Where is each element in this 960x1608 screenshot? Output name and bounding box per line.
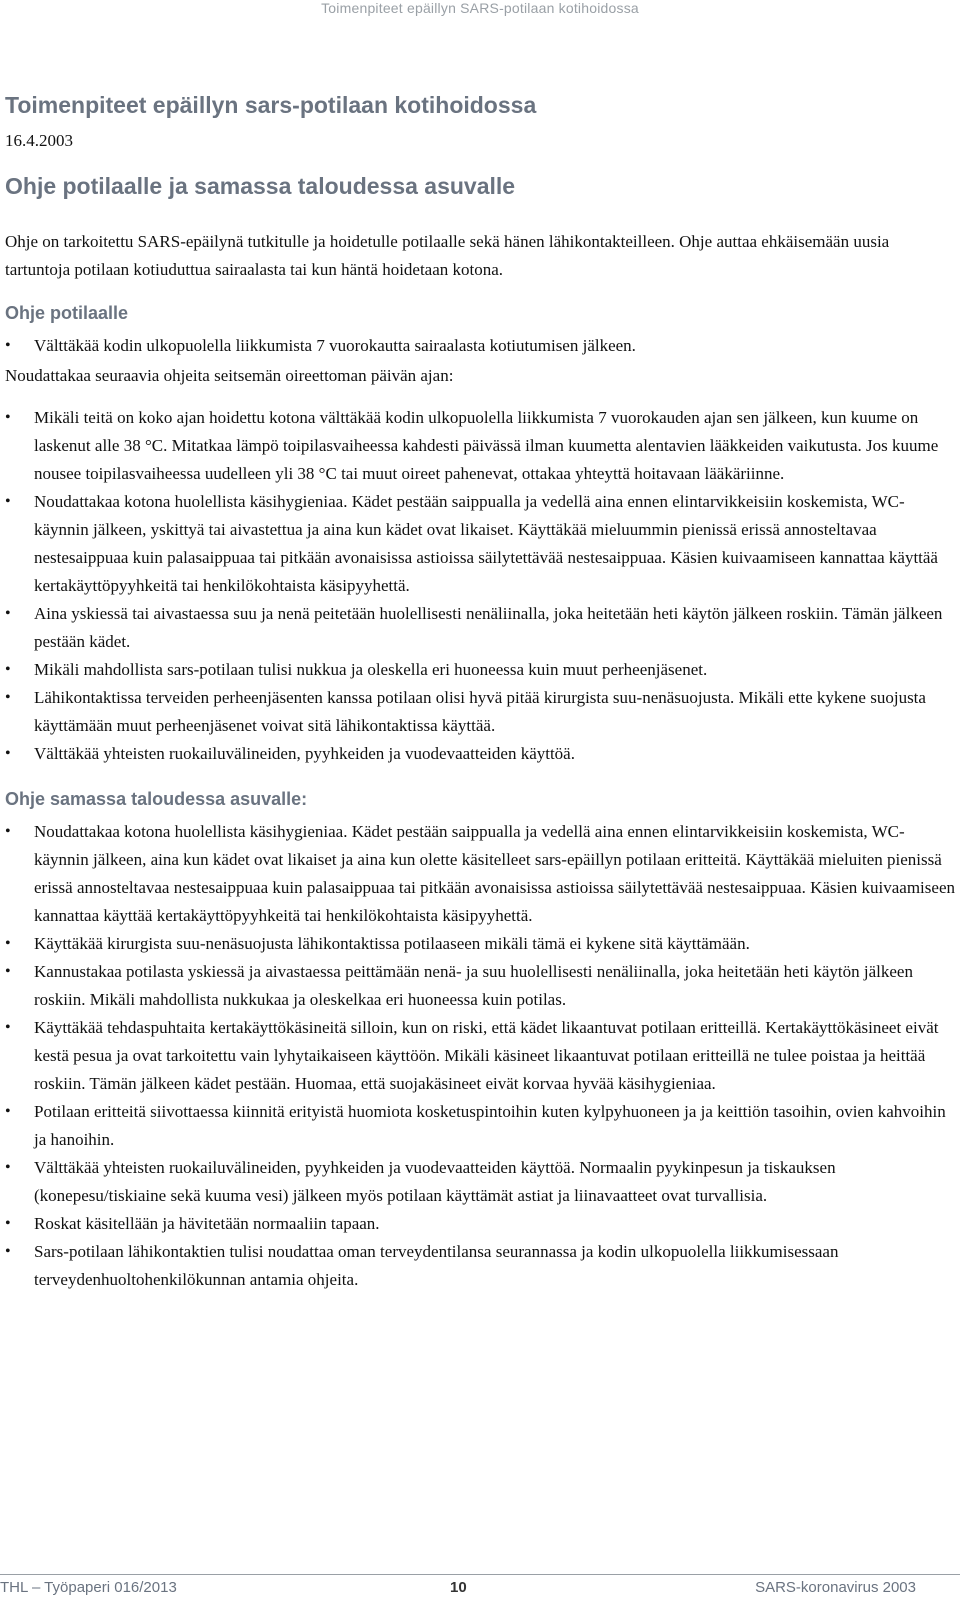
list-item: • Välttäkää yhteisten ruokailuvälineiden, pyyhkeiden ja vuodevaatteiden käyttöä. Normaalin pyykinpesun ja tiskauksen (konepesu/tiskiaine sekä kuuma vesi) jälkeen myös potilaan käyttämät astiat ja liinavaatteet ovat turvallisia. [5, 1154, 955, 1210]
list-item: • Käyttäkää kirurgista suu-nenäsuojusta lähikontaktissa potilaaseen mikäli tämä ei kykene sitä käyttämään. [5, 930, 955, 958]
patient-instruction: Noudattakaa seuraavia ohjeita seitsemän oireettoman päivän ajan: [5, 366, 454, 385]
footer-document-name: SARS-koronavirus 2003 [755, 1579, 916, 1596]
patient-first-list [5, 332, 955, 360]
list-item: • Mikäli teitä on koko ajan hoidettu kotona välttäkää kodin ulkopuolella liikkumista 7 vuorokauden ajan sen jälkeen, kun kuume on laskenut alle 38 °C. Mitatkaa lämpö toipilasvaiheessa kahdesti päivässä ilman kuumetta alentavien lääkkeiden vaikutusta. Jos kuume nousee toipilasvaiheessa uudelleen yli 38 °C tai muut oireet pahenevat, ottakaa yhteyttä hoitavaan lääkäriinne. [5, 404, 955, 488]
list-item: • Lähikontaktissa terveiden perheenjäsenten kanssa potilaan olisi hyvä pitää kirurgista suu-nenäsuojusta. Mikäli ette kykene suojusta käyttämään muut perheenjäsenet voivat sitä lähikontaktissa käyttää. [5, 684, 955, 740]
list-item: • Potilaan eritteitä siivottaessa kiinnitä erityistä huomiota kosketuspintoihin kuten kylpyhuoneen ja ja keittiön tasoihin, ovien kahvoihin ja hanoihin. [5, 1098, 955, 1154]
document-body [5, 92, 955, 1294]
list-item: • Mikäli mahdollista sars-potilaan tulisi nukkua ja oleskella eri huoneessa kuin muut perheenjäsenet. [5, 656, 955, 684]
list-item: • Noudattakaa kotona huolellista käsihygieniaa. Kädet pestään saippualla ja vedellä aina ennen elintarvikkeisiin koskemista, WC-käynnin jälkeen, yskittyä tai aivastettua ja aina kun kädet ovat likaiset. Käyttäkää mieluummin pienissä erissä annosteltavaa nestesaippuaa kuin palasaippuaa tai pitkään avonaisissa astioissa säilytettävää nestesaippuaa. Käsien kuivaamiseen kannattaa käyttää kertakäyttöpyyhkeitä tai henkilökohtaista käsipyyhettä. [5, 488, 955, 600]
household-list [5, 818, 955, 1294]
household-heading: Ohje samassa taloudessa asuvalle: [5, 789, 308, 809]
running-header: Toimenpiteet epäillyn SARS-potilaan kotihoidossa [321, 0, 639, 16]
list-item: • Kannustakaa potilasta yskiessä ja aivastaessa peittämään nenä- ja suu huolellisesti nenäliinalla, joka heitetään heti käytön jälkeen roskiin. Mikäli mahdollista nukkukaa ja oleskelkaa eri huoneessa kuin potilas. [5, 958, 955, 1014]
list-item: • Noudattakaa kotona huolellista käsihygieniaa. Kädet pestään saippualla ja vedellä aina ennen elintarvikkeisiin koskemista, WC-käynnin jälkeen, aina kun kädet ovat likaiset ja aina kun olette käsitelleet sars-epäillyn potilaan eritteitä. Käyttäkää mieluiten pienissä erissä annosteltavaa nestesaippuaa kuin palasaippuaa tai pitkään avonaisissa astioissa säilytettävää nestesaippuaa. Käsien kuivaamiseen kannattaa käyttää kertakäyttöpyyhkeitä tai henkilökohtaista käsipyyhettä. [5, 818, 955, 930]
section-title: Ohje potilaalle ja samassa taloudessa asuvalle [5, 173, 516, 199]
document-date: 16.4.2003 [5, 131, 73, 150]
footer-publication: THL – Työpaperi 016/2013 [0, 1579, 177, 1596]
page-footer [0, 1574, 960, 1596]
intro-paragraph: Ohje on tarkoitettu SARS-epäilynä tutkitulle ja hoidetulle potilaalle sekä hänen lähikontakteilleen. Ohje auttaa ehkäisemään uusia tartuntoja potilaan kotiuduttua sairaalasta tai kun häntä hoidetaan kotona. [5, 232, 890, 279]
list-item: • Välttäkää kodin ulkopuolella liikkumista 7 vuorokautta sairaalasta kotiutumisen jälkeen. [5, 332, 955, 360]
list-item: • Aina yskiessä tai aivastaessa suu ja nenä peitetään huolellisesti nenäliinalla, joka heitetään heti käytön jälkeen roskiin. Tämän jälkeen pestään kädet. [5, 600, 955, 656]
page-number: 10 [450, 1579, 467, 1596]
list-item: • Sars-potilaan lähikontaktien tulisi noudattaa oman terveydentilansa seurannassa ja kodin ulkopuolella liikkumisessaan terveydenhuoltohenkilökunnan antamia ohjeita. [5, 1238, 955, 1294]
footer-divider [0, 1574, 960, 1575]
patient-heading: Ohje potilaalle [5, 303, 129, 323]
patient-list [5, 404, 955, 768]
list-item: • Käyttäkää tehdaspuhtaita kertakäyttökäsineitä silloin, kun on riski, että kädet likaantuvat potilaan eritteillä. Kertakäyttökäsineet eivät kestä pesua ja ovat tarkoitettu vain lyhytaikaiseen käyttöön. Mikäli käsineet likaantuvat potilaan eritteillä ne tulee poistaa ja heittää roskiin. Tämän jälkeen kädet pestään. Huomaa, että suojakäsineet eivät korvaa hyvää käsihygieniaa. [5, 1014, 955, 1098]
list-item: • Roskat käsitellään ja hävitetään normaaliin tapaan. [5, 1210, 955, 1238]
list-item: • Välttäkää yhteisten ruokailuvälineiden, pyyhkeiden ja vuodevaatteiden käyttöä. [5, 740, 955, 768]
document-title: Toimenpiteet epäillyn sars-potilaan kotihoidossa [5, 92, 537, 118]
